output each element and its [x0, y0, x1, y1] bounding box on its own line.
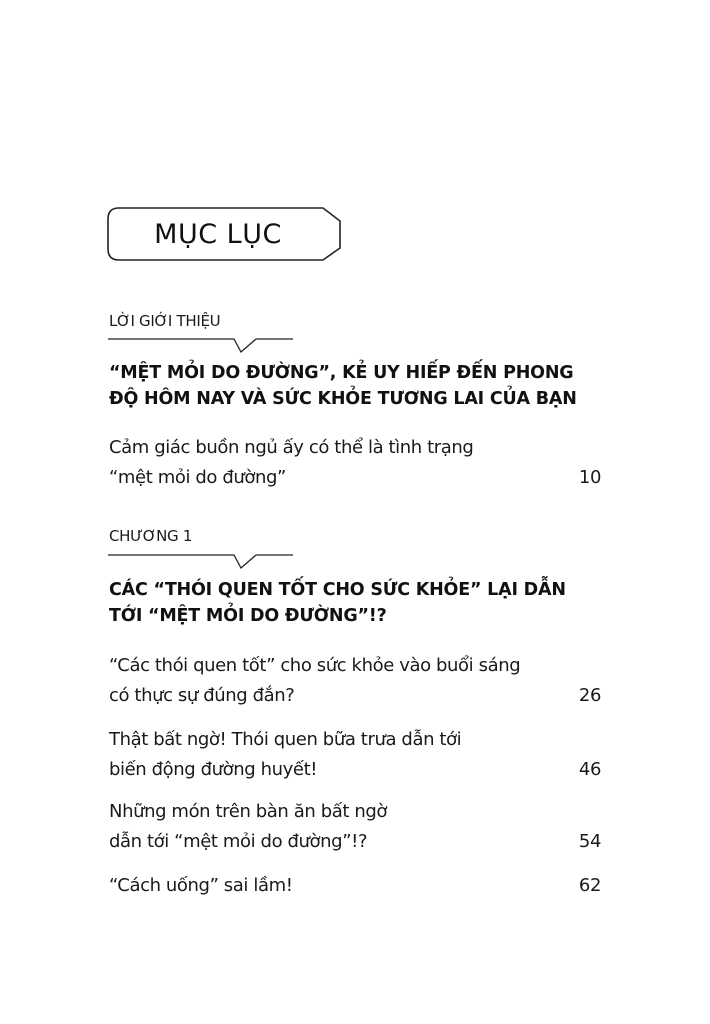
heading-line: TỚI “MỆT MỎI DO ĐƯỜNG”!?: [109, 606, 387, 626]
heading-line: CÁC “THÓI QUEN TỐT CHO SỨC KHỎE” LẠI DẪN: [109, 580, 566, 600]
toc-title-box: [107, 207, 341, 261]
entry-text: “Cách uống” sai lầm!: [109, 875, 293, 896]
page-number: 46: [578, 759, 601, 780]
toc-entry[interactable]: [109, 433, 601, 493]
entry-text: có thực sự đúng đắn?: [109, 685, 295, 706]
toc-entry[interactable]: [109, 651, 601, 711]
section-heading-chapter-1: [109, 577, 609, 629]
entry-text: “mệt mỏi do đường”: [109, 467, 286, 488]
section-heading-introduction: [109, 360, 609, 412]
heading-line: “MỆT MỎI DO ĐƯỜNG”, KẺ UY HIẾP ĐẾN PHONG: [109, 363, 574, 383]
heading-line: ĐỘ HÔM NAY VÀ SỨC KHỎE TƯƠNG LAI CỦA BẠN: [109, 389, 577, 409]
entry-text: biến động đường huyết!: [109, 759, 318, 780]
toc-entry[interactable]: [109, 871, 601, 901]
toc-entry[interactable]: [109, 797, 601, 857]
entry-text: Thật bất ngờ! Thói quen bữa trưa dẫn tới: [109, 729, 462, 750]
page-number: 54: [578, 831, 601, 852]
entry-text: Cảm giác buồn ngủ ấy có thể là tình trạng: [109, 437, 474, 458]
entry-text: Những món trên bàn ăn bất ngờ: [109, 801, 388, 822]
section-label-introduction: LỜI GIỚI THIỆU: [109, 312, 221, 330]
label-underline: [108, 552, 294, 572]
entry-text: dẫn tới “mệt mỏi do đường”!?: [109, 831, 368, 852]
page-number: 10: [578, 467, 601, 488]
section-label-chapter-1: CHƯƠNG 1: [109, 527, 193, 545]
page-number: 26: [578, 685, 601, 706]
label-underline: [108, 336, 294, 356]
toc-title: MỤC LỤC: [154, 218, 282, 250]
entry-text: “Các thói quen tốt” cho sức khỏe vào buổi sáng: [109, 655, 521, 676]
page-number: 62: [578, 875, 601, 896]
toc-entry[interactable]: [109, 725, 601, 785]
